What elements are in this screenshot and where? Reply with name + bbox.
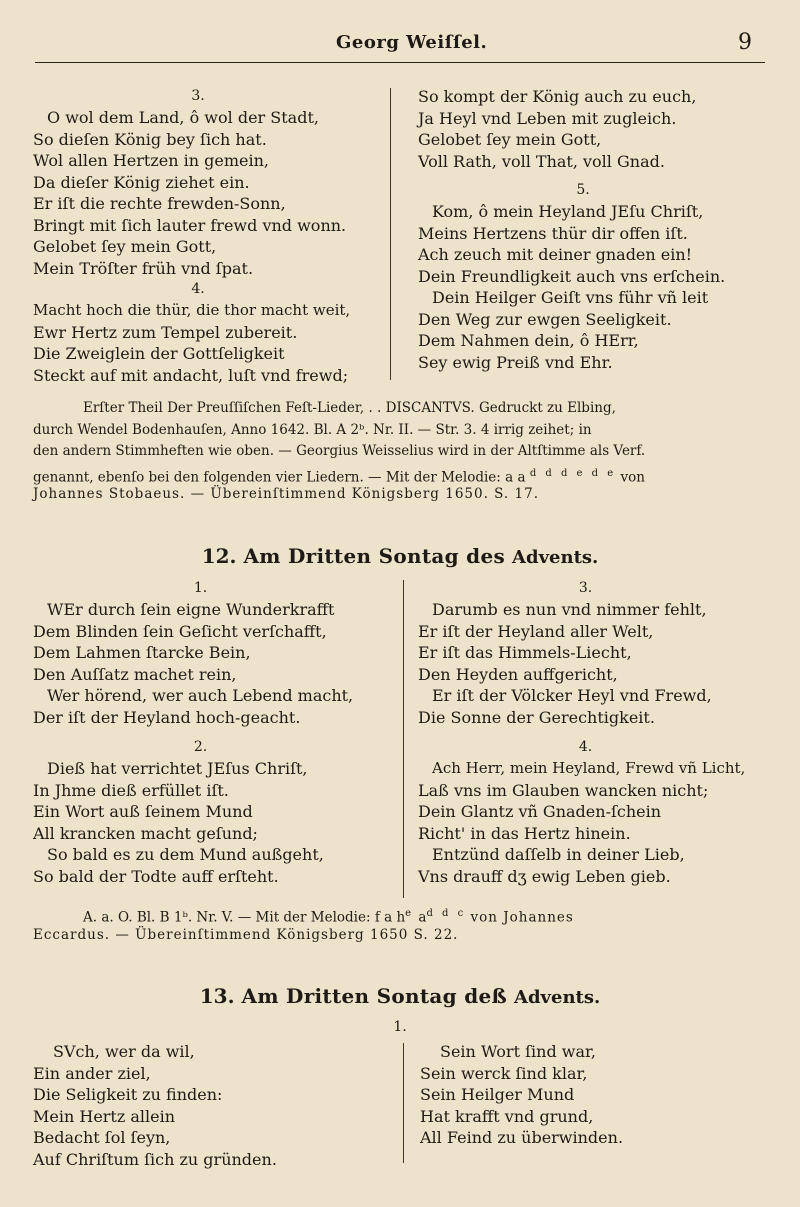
hymn13-heading — [0, 984, 800, 1008]
verse-line: Mein Hertz allein — [33, 1106, 176, 1126]
verse-line: Er iſt der Völcker Heyl vnd Frewd, — [432, 686, 712, 705]
verse-line: Die Seligkeit zu finden: — [33, 1085, 223, 1104]
note-text: genannt, ebenſo bei den folgenden vier Liedern. — Mit der Melodie: a a — [33, 469, 526, 485]
verse-line: WEr durch ſein eigne Wunderkrafft — [47, 600, 335, 619]
hymn11-right-column — [418, 86, 768, 373]
verse-line: Darumb es nun vnd nimmer fehlt, — [432, 600, 707, 619]
verse-line: Meins Hertzens thür dir offen iſt. — [418, 223, 688, 243]
note-text: von — [620, 469, 645, 485]
verse-line: Laß vns im Glauben wancken nicht; — [418, 780, 709, 800]
note-line — [33, 903, 768, 925]
verse-line: Bedacht ſol ſeyn, — [33, 1128, 171, 1147]
verse-line: Den Weg zur ewgen Seeligkeit. — [418, 309, 672, 329]
note-line — [33, 463, 768, 485]
verse-line: Ein Wort auß ſeinem Mund — [33, 802, 253, 821]
verse-line: Die Sonne der Gerechtigkeit. — [418, 707, 655, 727]
note-text: von Johannes — [470, 909, 574, 926]
column-divider — [403, 1043, 404, 1163]
hymn11-left-column — [33, 86, 373, 386]
verse-line: Dein Freundligkeit auch vns erſchein. — [418, 266, 726, 286]
hymn13-right-column — [420, 1041, 770, 1149]
stanza-number: 1. — [393, 1019, 407, 1035]
melody-superscript: d d c — [426, 908, 467, 919]
verse-line: Ja Heyl vnd Leben mit zugleich. — [418, 108, 677, 128]
verse-line: Er iſt die rechte frewden-Sonn, — [33, 194, 286, 213]
verse-line: So bald der Todte auff erſteht. — [33, 866, 279, 886]
hymn13-left-column — [33, 1041, 393, 1170]
stanza-number: 4. — [191, 281, 205, 297]
verse-line: Dieß hat verrichtet JEſus Chriſt, — [47, 759, 308, 778]
note-line: Eccardus. — Übereinſtimmend Königsberg 1650 S. 22. — [33, 926, 459, 943]
verse-line: Er iſt das Himmels-Liecht, — [418, 643, 632, 662]
verse-line: Hat krafft vnd grund, — [420, 1106, 594, 1126]
stanza-number: 5. — [576, 182, 590, 198]
note-line: Johannes Stobaeus. — Übereinſtimmend Königsberg 1650. S. 17. — [33, 486, 539, 502]
verse-line: All krancken macht geſund; — [33, 823, 258, 843]
hymn-title: Am Dritten Sontag des — [243, 544, 506, 568]
column-divider — [403, 580, 404, 898]
note-line: durch Wendel Bodenhauſen, Anno 1642. Bl. A 2ᵇ. Nr. II. — Str. 3. 4 irrig zeihet; in — [33, 421, 592, 438]
hymn-title-latin: Advents. — [513, 987, 601, 1008]
verse-line: So kompt der König auch zu euch, — [418, 87, 697, 106]
source-note — [33, 903, 768, 946]
verse-line: Richt' in das Hertz hinein. — [418, 823, 631, 843]
verse-line: Auf Chriſtum ſich zu gründen. — [33, 1149, 277, 1169]
hymn-title: Am Dritten Sontag deß — [241, 984, 508, 1008]
verse-line: Den Auſſatz machet rein, — [33, 664, 237, 684]
hymn12-heading — [0, 544, 800, 568]
verse-line: Ach Herr, mein Heyland, Frewd vñ Licht, — [432, 759, 746, 777]
header-title: Georg Weiſſel. — [336, 32, 488, 53]
hymn12-left-column — [33, 578, 378, 887]
melody-superscript: e — [405, 908, 415, 919]
verse-line: Ein ander ziel, — [33, 1063, 151, 1083]
verse-line: Gelobet ſey mein Gott, — [33, 237, 217, 256]
verse-line: Den Heyden auffgericht, — [418, 664, 618, 684]
hymn-number: 13. — [199, 984, 235, 1008]
verse-line: So bald es zu dem Mund außgeht, — [47, 845, 324, 864]
verse-line: Ewr Hertz zum Tempel zubereit. — [33, 322, 298, 342]
verse-line: Vns drauff dʒ ewig Leben gieb. — [418, 866, 671, 886]
verse-line: Dem Blinden ſein Geſicht verſchafft, — [33, 621, 327, 641]
verse-line: Entzünd daſſelb in deiner Lieb, — [432, 845, 685, 864]
stanza-number: 3. — [191, 88, 205, 104]
verse-line: In Jhme dieß erfüllet iſt. — [33, 780, 229, 800]
verse-line: Wol allen Hertzen in gemein, — [33, 151, 269, 170]
verse-line: O wol dem Land, ô wol der Stadt, — [47, 108, 319, 127]
note-line: den andern Stimmheften wie oben. — Georgius Weisselius wird in der Altſtimme als Verf. — [33, 443, 646, 459]
header-rule — [35, 62, 765, 63]
verse-line: Macht hoch die thür, die thor macht weit, — [33, 301, 351, 319]
verse-line: Die Zweiglein der Gottſeligkeit — [33, 344, 285, 363]
verse-line: Mein Tröſter früh vnd ſpat. — [33, 258, 254, 278]
verse-line: SVch, wer da wil, — [53, 1042, 195, 1061]
hymn12-right-column — [418, 578, 768, 887]
stanza-number: 4. — [578, 739, 593, 755]
hymn-title-latin: Advents. — [512, 547, 599, 568]
note-text: a — [418, 909, 427, 926]
page-number: 9 — [738, 30, 752, 55]
verse-line: Steckt auf mit andacht, luſt vnd frewd; — [33, 365, 349, 385]
verse-line: Voll Rath, voll That, voll Gnad. — [418, 151, 665, 171]
verse-line: All Feind zu überwinden. — [420, 1128, 624, 1147]
note-text: A. a. O. Bl. B 1ᵇ. Nr. V. — Mit der Melodie: f a h — [83, 909, 406, 926]
hymn-number: 12. — [201, 544, 237, 568]
stanza-number: 1. — [193, 580, 208, 596]
verse-line: Der iſt der Heyland hoch-geacht. — [33, 707, 301, 727]
verse-line: So dieſen König bey ſich hat. — [33, 129, 267, 149]
stanza-number: 3. — [578, 580, 593, 596]
column-divider — [390, 88, 391, 380]
melody-superscript: d d d e d e — [529, 467, 617, 479]
stanza-number: 2. — [193, 739, 208, 755]
verse-line: Gelobet ſey mein Gott, — [418, 130, 602, 149]
verse-line: Sein Wort ſind war, — [440, 1042, 596, 1061]
verse-line: Dein Heilger Geiſt vns führ vñ leit — [432, 288, 709, 307]
verse-line: Sein Heilger Mund — [420, 1085, 575, 1104]
verse-line: Ach zeuch mit deiner gnaden ein! — [418, 245, 693, 264]
verse-line: Dein Glantz vñ Gnaden-ſchein — [418, 802, 662, 821]
note-line: Erſter Theil Der Preuſſiſchen Feſt-Lieder, . . DISCANTVS. Gedruckt zu Elbing, — [83, 400, 616, 416]
verse-line: Wer hörend, wer auch Lebend macht, — [47, 686, 354, 705]
verse-line: Dem Lahmen ſtarcke Bein, — [33, 643, 251, 662]
verse-line: Kom, ô mein Heyland JEſu Chriſt, — [432, 202, 704, 221]
verse-line: Bringt mit ſich lauter frewd vnd wonn. — [33, 215, 347, 235]
running-header — [0, 30, 800, 60]
verse-line: Sey ewig Preiß vnd Ehr. — [418, 352, 613, 372]
verse-line: Dem Nahmen dein, ô HErr, — [418, 331, 639, 350]
verse-line: Er iſt der Heyland aller Welt, — [418, 621, 654, 641]
verse-line: Sein werck ſind klar, — [420, 1063, 588, 1083]
verse-line: Da dieſer König ziehet ein. — [33, 172, 250, 192]
source-note — [33, 398, 768, 506]
